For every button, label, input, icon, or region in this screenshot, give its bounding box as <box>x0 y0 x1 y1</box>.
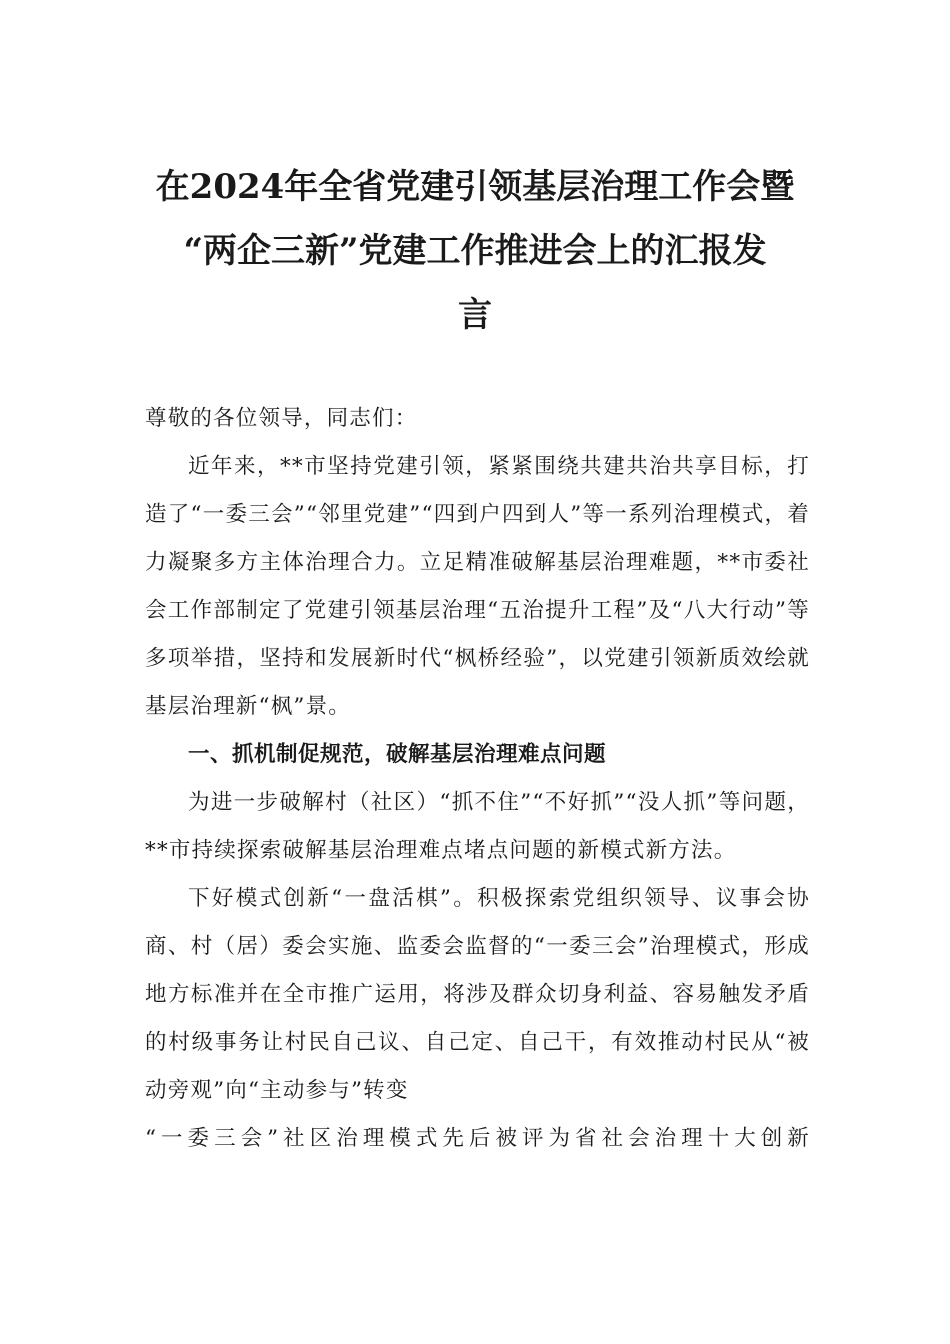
section-heading-1: 一、抓机制促规范，破解基层治理难点问题 <box>188 742 607 767</box>
document-title <box>140 155 810 347</box>
title-line-1: 在2024年全省党建引领基层治理工作会暨 <box>155 167 795 207</box>
title-line-2: “两企三新”党建工作推进会上的汇报发 <box>183 231 767 271</box>
salutation: 尊敬的各位领导，同志们： <box>145 406 418 431</box>
paragraph-intro: 近年来，**市坚持党建引领，紧紧围绕共建共治共享目标，打造了“一委三会”“邻里党建”“四到户四到人”等一系列治理模式，着力凝聚多方主体治理合力。立足精准破解基层治理难题，**市委社会工作部制定了党建引领基层治理“五治提升工程”及“八大行动”等多项举措，坚持和发展新时代“枫桥经验”，以党建引领新质效绘就基层治理新“枫”景。 <box>145 454 810 719</box>
title-line-3: 言 <box>458 295 492 335</box>
document-body <box>145 395 810 1163</box>
paragraph-mode-innovation: 下好模式创新“一盘活棋”。积极探索党组织领导、议事会协商、村（居）委会实施、监委会监督的“一委三会”治理模式，形成地方标准并在全市推广运用，将涉及群众切身利益、容易触发矛盾的村级事务让村民自己议、自己定、自己干，有效推动村民从“被动旁观”向“主动参与”转变 <box>145 886 810 1103</box>
paragraph-continuation: “一委三会”社区治理模式先后被评为省社会治理十大创新 <box>145 1126 810 1151</box>
paragraph-section-intro: 为进一步破解村（社区）“抓不住”“不好抓”“没人抓”等问题，**市持续探索破解基层治理难点堵点问题的新模式新方法。 <box>145 790 810 863</box>
